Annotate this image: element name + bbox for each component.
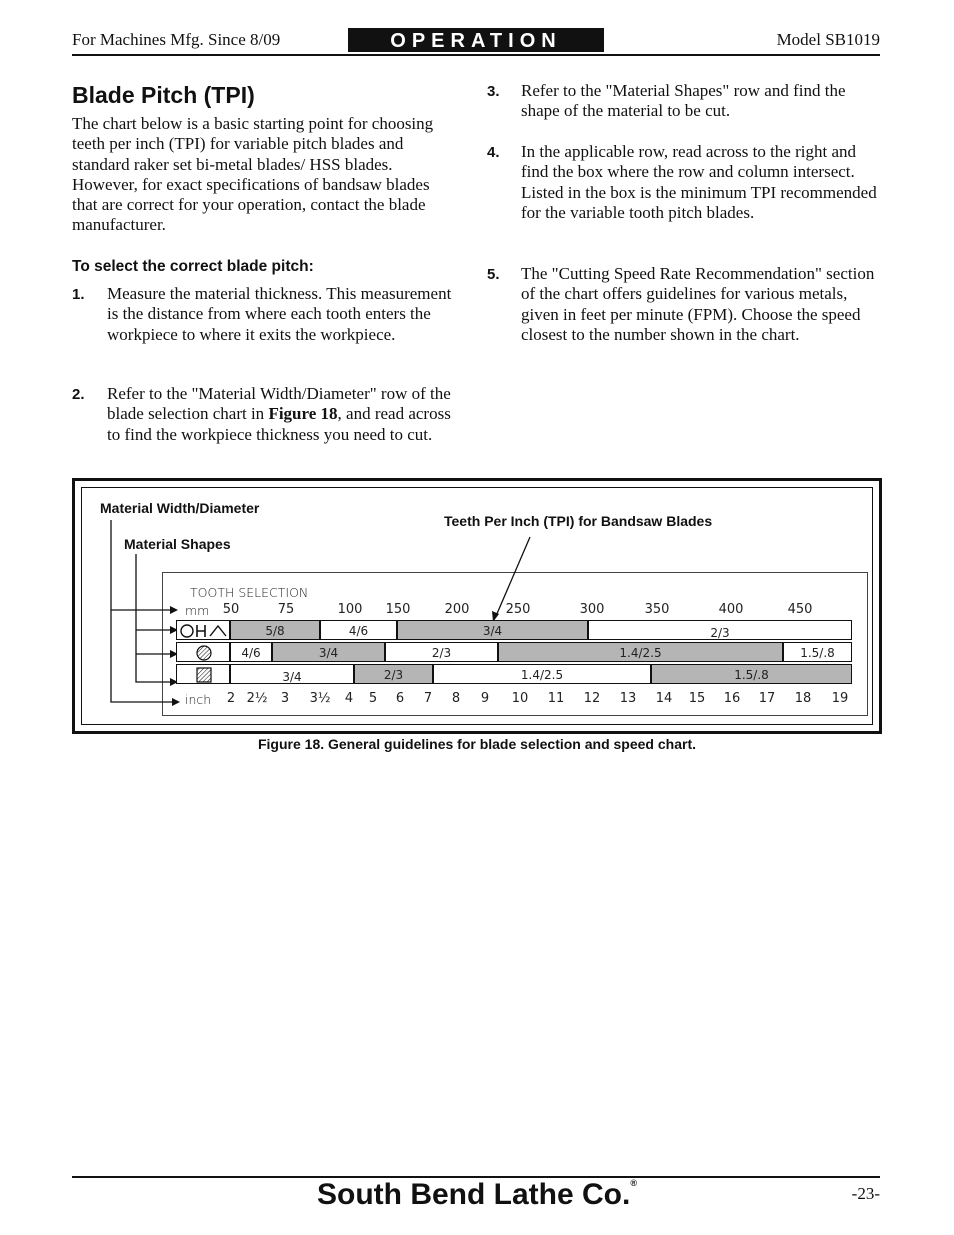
inch-tick: 11 xyxy=(547,691,565,706)
mm-tick: 400 xyxy=(718,602,744,617)
mm-tick: 200 xyxy=(444,602,470,617)
header-machines-note: For Machines Mfg. Since 8/09 xyxy=(72,30,281,49)
label-tpi: Teeth Per Inch (TPI) for Bandsaw Blades xyxy=(444,513,713,529)
inch-tick: 2½ xyxy=(246,691,268,706)
tpi-cell: 1.4/2.5 xyxy=(498,642,783,662)
tpi-cell: 1.5/.8 xyxy=(651,664,852,684)
step-text: The "Cutting Speed Rate Recommendation" section of the chart offers guidelines for various metals, given in feet per minute (FPM). Choose the speed closest to the number shown in the chart. xyxy=(521,264,875,344)
company-logo: South Bend Lathe Co.® xyxy=(317,1178,637,1211)
mm-tick: 250 xyxy=(505,602,531,617)
inch-tick: 15 xyxy=(688,691,706,706)
tpi-cell: 2/3 xyxy=(588,620,852,640)
label-material-shapes: Material Shapes xyxy=(124,536,231,552)
mm-tick: 50 xyxy=(222,602,240,617)
mm-tick: 450 xyxy=(787,602,813,617)
tooth-selection-title: TOOTH SELECTION xyxy=(190,585,309,600)
shape-cell-round xyxy=(176,642,230,662)
inch-tick: 7 xyxy=(423,691,433,706)
inch-tick: 16 xyxy=(723,691,741,706)
tpi-cell: 5/8 xyxy=(230,620,320,640)
tpi-cell: 1.4/2.5 xyxy=(433,664,651,684)
mm-tick: 75 xyxy=(277,602,295,617)
page-number: -23- xyxy=(851,1184,880,1203)
inch-tick: 9 xyxy=(480,691,490,706)
mm-tick: 150 xyxy=(385,602,411,617)
step-text: Refer to the "Material Shapes" row and find the shape of the material to be cut. xyxy=(521,81,846,121)
steps-subheading: To select the correct blade pitch: xyxy=(72,258,314,275)
step-number: 5. xyxy=(487,266,500,283)
step-text: Measure the material thickness. This measurement is the distance from where each tooth enters the workpiece to where it exits the workpiece. xyxy=(107,284,452,344)
shape-cell-profiles xyxy=(176,620,230,640)
inch-tick: 10 xyxy=(511,691,529,706)
tpi-cell: 4/6 xyxy=(230,642,272,662)
step-text: In the applicable row, read across to the right and find the box where the row and column intersect. Listed in the box is the minimum TPI recommended for the variable tooth pitch blades. xyxy=(521,142,877,222)
figure-reference: Figure 18 xyxy=(268,404,338,424)
section-banner: OPERATION xyxy=(348,28,604,52)
inch-tick: 2 xyxy=(226,691,236,706)
inch-tick: 6 xyxy=(395,691,405,706)
inch-tick: 3½ xyxy=(309,691,331,706)
tpi-cell: 4/6 xyxy=(320,620,397,640)
mm-tick: 300 xyxy=(579,602,605,617)
step-number: 2. xyxy=(72,386,85,403)
solid-square-icon xyxy=(177,665,231,685)
mm-label: mm xyxy=(185,603,210,618)
tpi-cell: 2/3 xyxy=(354,664,433,684)
step-number: 1. xyxy=(72,286,85,303)
inch-tick: 5 xyxy=(368,691,378,706)
header-model: Model SB1019 xyxy=(776,30,880,49)
step-number: 3. xyxy=(487,83,500,100)
step-number: 4. xyxy=(487,144,500,161)
inch-tick: 12 xyxy=(583,691,601,706)
tpi-cell: 3/4 xyxy=(230,664,354,684)
tpi-cell: 3/4 xyxy=(272,642,385,662)
label-material-width: Material Width/Diameter xyxy=(100,500,260,516)
inch-tick: 17 xyxy=(758,691,776,706)
mm-tick: 350 xyxy=(644,602,670,617)
shape-cell-square xyxy=(176,664,230,684)
page-title: Blade Pitch (TPI) xyxy=(72,82,255,108)
inch-tick: 8 xyxy=(451,691,461,706)
tpi-cell: 3/4 xyxy=(397,620,588,640)
inch-tick: 19 xyxy=(831,691,849,706)
inch-tick: 14 xyxy=(655,691,673,706)
intro-paragraph: The chart below is a basic starting point for choosing teeth per inch (TPI) for variable pitch blades and standard raker set bi-metal blades/ HSS blades. However, for exact specifications of bandsaw blades that are correct for your operation, contact the blade manufacturer. xyxy=(72,114,434,235)
inch-tick: 18 xyxy=(794,691,812,706)
profile-shapes-icon xyxy=(177,621,231,641)
inch-label: inch xyxy=(185,692,212,707)
inch-tick: 4 xyxy=(344,691,354,706)
mm-tick: 100 xyxy=(337,602,363,617)
inch-tick: 13 xyxy=(619,691,637,706)
step-text: Refer to the "Material Width/Diameter" row of the blade selection chart in Figure 18, and read across to find the workpiece thickness you need to cut. xyxy=(107,384,451,444)
solid-round-icon xyxy=(177,643,231,663)
inch-tick: 3 xyxy=(280,691,290,706)
tpi-cell: 2/3 xyxy=(385,642,498,662)
figure-caption: Figure 18. General guidelines for blade selection and speed chart. xyxy=(257,736,696,752)
tpi-cell: 1.5/.8 xyxy=(783,642,852,662)
